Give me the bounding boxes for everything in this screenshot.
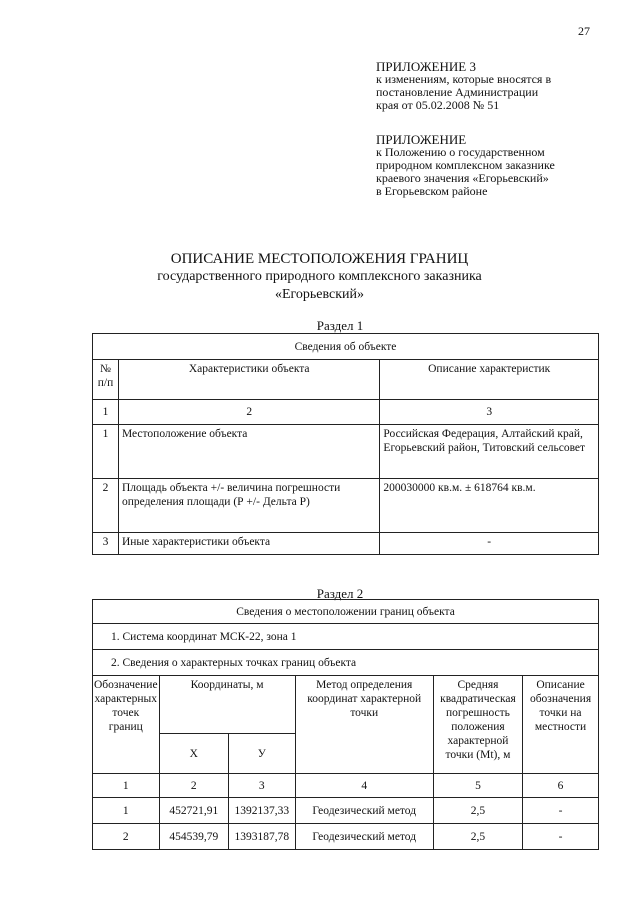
index-cell: 3 bbox=[380, 400, 599, 425]
title-line-2: государственного природного комплексного заказника bbox=[157, 269, 482, 284]
table-row bbox=[93, 533, 599, 555]
row-number: 3 bbox=[93, 533, 119, 555]
appendix-line: в Егорьевском районе bbox=[376, 184, 488, 198]
table-row bbox=[93, 479, 599, 533]
method: Геодезический метод bbox=[295, 824, 433, 850]
index-cell: 2 bbox=[118, 400, 379, 425]
characteristic-value: Российская Федерация, Алтайский край, Егорьевский район, Титовский сельсовет bbox=[380, 425, 599, 479]
coordinate-x: 454539,79 bbox=[159, 824, 228, 850]
column-header: № п/п bbox=[93, 360, 119, 400]
column-header: Обозначение характерных точек границ bbox=[93, 676, 160, 774]
table-row bbox=[93, 824, 599, 850]
description: - bbox=[523, 798, 599, 824]
coordinate-system: 1. Система координат МСК-22, зона 1 bbox=[93, 624, 599, 650]
table-caption: Сведения об объекте bbox=[93, 334, 599, 360]
description: - bbox=[523, 824, 599, 850]
boundary-points-table bbox=[92, 599, 599, 850]
column-header: Описание характеристик bbox=[380, 360, 599, 400]
appendix-line: края от 05.02.2008 № 51 bbox=[376, 98, 500, 112]
appendix-block-2 bbox=[376, 133, 616, 198]
row-number: 1 bbox=[93, 425, 119, 479]
coordinate-x: 452721,91 bbox=[159, 798, 228, 824]
error: 2,5 bbox=[433, 798, 522, 824]
point-number: 1 bbox=[93, 798, 160, 824]
appendix-line: краевого значения «Егорьевский» bbox=[376, 171, 549, 185]
appendix-line: природном комплексном заказнике bbox=[376, 158, 555, 172]
characteristic-name: Местоположение объекта bbox=[118, 425, 379, 479]
appendix-line: к изменениям, которые вносятся в bbox=[376, 72, 552, 86]
index-cell: 5 bbox=[433, 774, 522, 798]
appendix-block-1 bbox=[376, 60, 616, 112]
index-cell: 4 bbox=[295, 774, 433, 798]
index-cell: 3 bbox=[228, 774, 295, 798]
column-header: Координаты, м bbox=[159, 676, 295, 734]
column-header: Описание обозначения точки на местности bbox=[523, 676, 599, 774]
column-header: У bbox=[228, 734, 295, 774]
object-info-table bbox=[92, 333, 599, 555]
index-cell: 2 bbox=[159, 774, 228, 798]
error: 2,5 bbox=[433, 824, 522, 850]
column-header: Средняя квадратическая погрешность положения характерной точки (Mt), м bbox=[433, 676, 522, 774]
column-header: Метод определения координат характерной точки bbox=[295, 676, 433, 774]
points-caption: 2. Сведения о характерных точках границ объекта bbox=[93, 650, 599, 676]
method: Геодезический метод bbox=[295, 798, 433, 824]
characteristic-name: Иные характеристики объекта bbox=[118, 533, 379, 555]
row-number: 2 bbox=[93, 479, 119, 533]
table-row bbox=[93, 425, 599, 479]
index-cell: 1 bbox=[93, 774, 160, 798]
point-number: 2 bbox=[93, 824, 160, 850]
document-title bbox=[0, 250, 639, 304]
coordinate-y: 1393187,78 bbox=[228, 824, 295, 850]
title-line-3: «Егорьевский» bbox=[274, 287, 365, 302]
appendix-heading: ПРИЛОЖЕНИЕ bbox=[376, 132, 467, 147]
characteristic-value: - bbox=[380, 533, 599, 555]
characteristic-name: Площадь объекта +/- величина погрешности определения площади (Р +/- Дельта Р) bbox=[118, 479, 379, 533]
section-2-title: Раздел 2 bbox=[316, 586, 364, 601]
title-line-1: ОПИСАНИЕ МЕСТОПОЛОЖЕНИЯ ГРАНИЦ bbox=[170, 251, 469, 267]
page-number: 27 bbox=[578, 24, 590, 38]
table-row bbox=[93, 798, 599, 824]
index-cell: 1 bbox=[93, 400, 119, 425]
column-header: Х bbox=[159, 734, 228, 774]
appendix-line: к Положению о государственном bbox=[376, 145, 545, 159]
table-caption: Сведения о местоположении границ объекта bbox=[93, 600, 599, 624]
column-header: Характеристики объекта bbox=[118, 360, 379, 400]
section-1-title: Раздел 1 bbox=[316, 318, 364, 333]
appendix-heading: ПРИЛОЖЕНИЕ 3 bbox=[376, 59, 476, 74]
appendix-line: постановление Администрации bbox=[376, 85, 539, 99]
characteristic-value: 200030000 кв.м. ± 618764 кв.м. bbox=[380, 479, 599, 533]
index-cell: 6 bbox=[523, 774, 599, 798]
coordinate-y: 1392137,33 bbox=[228, 798, 295, 824]
